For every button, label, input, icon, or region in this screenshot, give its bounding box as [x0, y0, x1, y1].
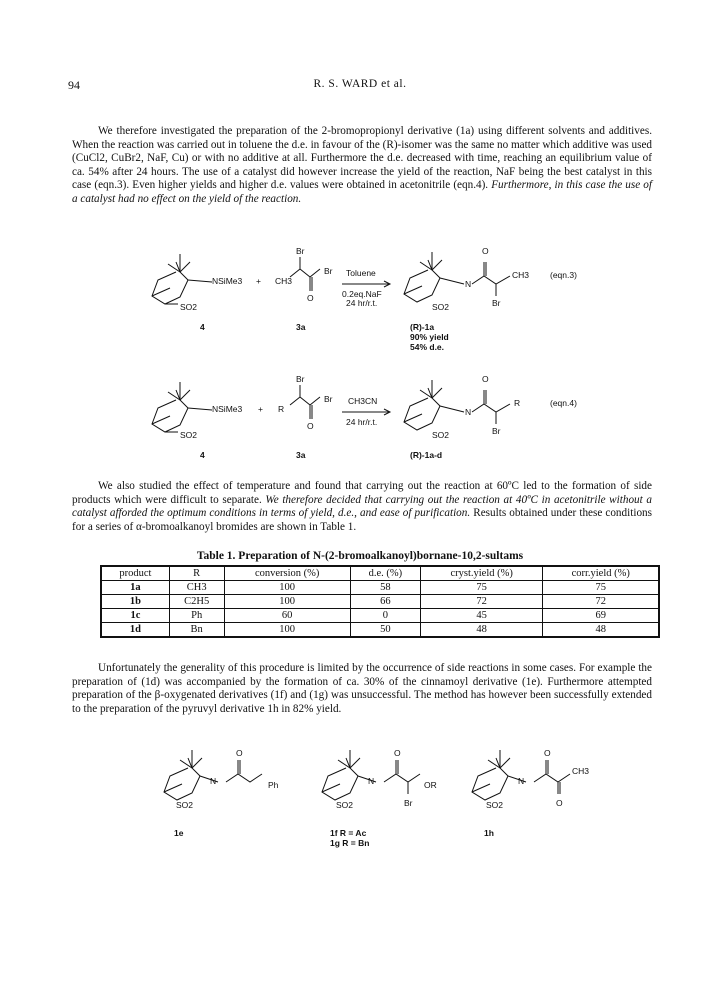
eqn4-plus: +: [258, 404, 263, 414]
table-row: [101, 595, 659, 609]
col-header: cryst.yield (%): [420, 566, 543, 581]
eqn3-cond-time: 24 hr/r.t.: [346, 298, 378, 308]
col-header: corr.yield (%): [543, 566, 659, 581]
eqn4-arrow: [342, 408, 394, 416]
1e-n: N: [210, 776, 217, 786]
1f-or: OR: [424, 780, 437, 790]
eqn3-cond-catalyst: 0.2eq.NaF: [342, 289, 382, 299]
1h-ch3: CH3: [572, 766, 590, 776]
1g-label: 1g R = Bn: [330, 838, 370, 848]
col-header: conversion (%): [224, 566, 350, 581]
paragraph-1-text: We therefore investigated the preparation of the 2-bromopropionyl derivative (1a) using different solvents and additives. When the reaction was carried out in toluene the d.e. in favour of the (R)-isomer was the same no matter which additive was used (CuCl2, CuBr2, NaF, Cu) or with no additive at all. Furthermore the d.e. decreased with time, reaching an equilibrium value of ca. 54% after 24 hours. The use of a catalyst did however increase the yield of the reaction, NaF being the best catalyst in this case (eqn.3). Even higher yields and higher d.e. values were obtained in acetonitrile (eqn.4).: [72, 125, 653, 192]
eqn4-product-o: O: [482, 374, 489, 384]
table-cell: C2H5: [169, 595, 224, 609]
table-cell: 58: [350, 581, 420, 595]
table-cell: 75: [420, 581, 543, 595]
eqn4-compound-3a: 3a: [296, 450, 306, 460]
eqn3-br-right: Br: [324, 266, 333, 276]
eqn4-cond-time: 24 hr/r.t.: [346, 417, 378, 427]
1e-o: O: [236, 748, 243, 758]
eqn3-cond-solvent: Toluene: [346, 268, 376, 278]
bromide-3a-b-structure: [290, 383, 340, 433]
table-cell: 1d: [101, 623, 169, 638]
eqn3-compound-3a: 3a: [296, 322, 306, 332]
eqn4-compound-4: 4: [200, 450, 205, 460]
eqn3-product-br: Br: [492, 298, 501, 308]
table-header-row: [101, 566, 659, 581]
eqn3-so2-reagent: SO2: [180, 302, 198, 312]
eqn4-product-r: R: [514, 398, 521, 408]
paragraph-1: [72, 125, 652, 207]
page-number: 94: [68, 78, 80, 92]
table-caption: Table 1. Preparation of N-(2-bromoalkanoyl)bornane-10,2-sultams: [196, 550, 524, 562]
1f-o: O: [394, 748, 401, 758]
eqn3-product-o: O: [482, 246, 489, 256]
table-cell: 48: [420, 623, 543, 638]
eqn4-label: (eqn.4): [550, 398, 577, 408]
structure-1f-1g: [310, 748, 460, 828]
table-row: [101, 623, 659, 638]
table-cell: 45: [420, 609, 543, 623]
running-title: R. S. WARD et al.: [313, 78, 407, 90]
eqn4-r: R: [278, 404, 285, 414]
1f-so2: SO2: [336, 800, 354, 810]
results-table: [100, 565, 660, 638]
paragraph-3-text: Unfortunately the generality of this procedure is limited by the occurrence of side reactions in some cases. For example the preparation of (1d) was accompanied by the formation of ca. 30% of the cinnamoyl derivative (1e). Furthermore attempted preparation of the β-oxygenated derivatives (1f) and (1g) was unsuccessful. The method has however been successfully extended to the preparation of the pyruvyl derivative 1h in 82% yield.: [72, 662, 652, 715]
1e-ph: Ph: [268, 780, 279, 790]
eqn4-cond-solvent: CH3CN: [348, 396, 378, 406]
eqn3-o: O: [307, 293, 314, 303]
eqn4-br-top: Br: [296, 374, 305, 384]
eqn3-product-n: N: [465, 279, 472, 289]
1f-label: 1f R = Ac: [330, 828, 367, 838]
eqn4-so2-product: SO2: [432, 430, 450, 440]
eqn3-product-de: 54% d.e.: [410, 342, 445, 352]
1e-label: 1e: [174, 828, 184, 838]
table-cell: 72: [543, 595, 659, 609]
eqn4-product-br: Br: [492, 426, 501, 436]
eqn3-ch3: CH3: [275, 276, 293, 286]
table-cell: 66: [350, 595, 420, 609]
eqn3-label: (eqn.3): [550, 270, 577, 280]
eqn4-nsime3: NSiMe3: [212, 404, 243, 414]
eqn3-br-top: Br: [296, 246, 305, 256]
paragraph-2: [72, 480, 652, 534]
eqn3-compound-4: 4: [200, 322, 205, 332]
table-cell: Bn: [169, 623, 224, 638]
col-header: product: [101, 566, 169, 581]
paragraph-3: [72, 662, 652, 716]
eqn4-product-n: N: [465, 407, 472, 417]
eqn3-so2-product: SO2: [432, 302, 450, 312]
eqn3-product-name: (R)-1a: [410, 322, 435, 332]
1f-n: N: [368, 776, 375, 786]
1f-br: Br: [404, 798, 413, 808]
paragraph-2-end: Results obtained under these conditions for a series of α-bromoalkanoyl bromides are shown in Table 1.: [72, 507, 652, 533]
1h-n: N: [518, 776, 525, 786]
table-cell: 48: [543, 623, 659, 638]
table-cell: Ph: [169, 609, 224, 623]
table-cell: 1a: [101, 581, 169, 595]
1e-so2: SO2: [176, 800, 194, 810]
paragraph-2-italic: We therefore decided that carrying out the reaction at 40ºC in acetonitrile without a catalyst afforded the optimum conditions in terms of yield, d.e., and ease of purification.: [72, 493, 652, 520]
col-header: R: [169, 566, 224, 581]
structure-1h: [460, 748, 610, 828]
eqn3-product-yield: 90% yield: [410, 332, 449, 342]
table-cell: 75: [543, 581, 659, 595]
table-cell: 50: [350, 623, 420, 638]
table-cell: 100: [224, 595, 350, 609]
table-cell: 60: [224, 609, 350, 623]
eqn4-so2-reagent: SO2: [180, 430, 198, 440]
1h-o-top: O: [544, 748, 551, 758]
table-cell: 1b: [101, 595, 169, 609]
sultam-reagent-4-structure: [140, 252, 230, 327]
table-cell: 0: [350, 609, 420, 623]
table-cell: 100: [224, 581, 350, 595]
eqn4-product-name: (R)-1a-d: [410, 450, 443, 460]
table-row: [101, 581, 659, 595]
eqn4-o: O: [307, 421, 314, 431]
1h-o-bottom: O: [556, 798, 563, 808]
eqn3-plus: +: [256, 276, 261, 286]
table-cell: CH3: [169, 581, 224, 595]
eqn3-arrow: [342, 280, 394, 288]
eqn4-br-right: Br: [324, 394, 333, 404]
1h-label: 1h: [484, 828, 494, 838]
table-cell: 1c: [101, 609, 169, 623]
col-header: d.e. (%): [350, 566, 420, 581]
bromide-3a-structure: [290, 255, 340, 305]
paragraph-1-italic: Furthermore, in this case the use of a catalyst had no effect on the yield of the reaction.: [72, 179, 652, 205]
1h-so2: SO2: [486, 800, 504, 810]
table-row: [101, 609, 659, 623]
table-cell: 69: [543, 609, 659, 623]
eqn3-nsime3: NSiMe3: [212, 276, 243, 286]
structure-1e: [152, 748, 302, 828]
eqn3-product-ch3: CH3: [512, 270, 530, 280]
table-cell: 100: [224, 623, 350, 638]
paragraph-2-text: We also studied the effect of temperature and found that carrying out the reaction at 60ºC led to the formation of side products which were difficult to separate.: [72, 480, 652, 506]
table-cell: 72: [420, 595, 543, 609]
sultam-reagent-4b-structure: [140, 380, 230, 455]
